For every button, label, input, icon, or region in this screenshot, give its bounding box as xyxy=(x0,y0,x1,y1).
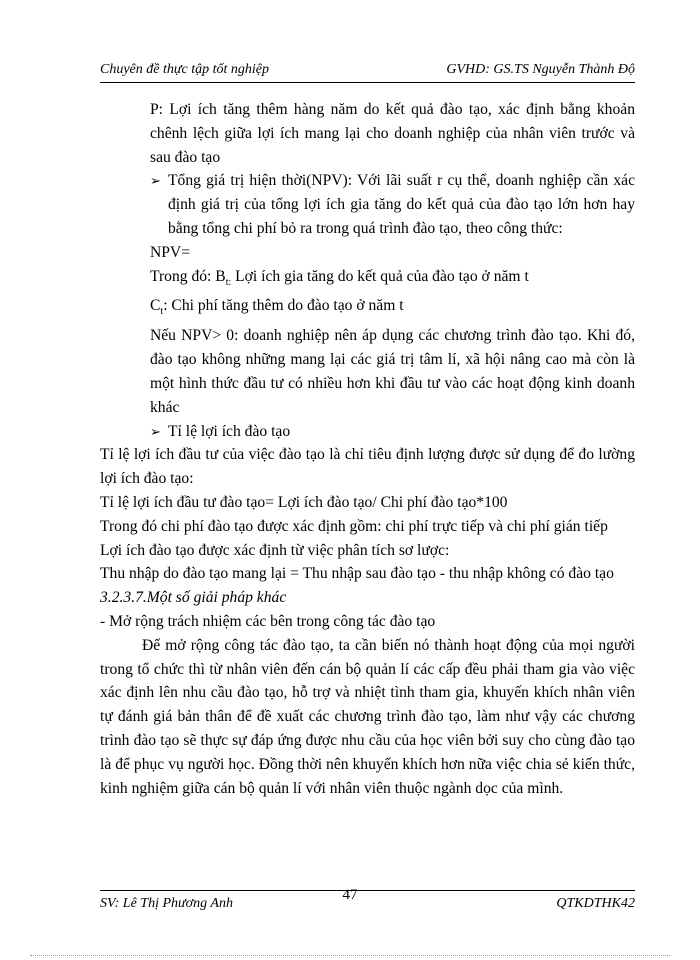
paragraph-p-definition: P: Lợi ích tăng thêm hàng năm do kết quả đào tạo, xác định bằng khoản chênh lệch giữa lợi ích mang lại cho doanh nghiệp của nhân viên trước và sau đào tạo xyxy=(150,101,635,166)
where-b-prefix: Trong đó: B xyxy=(150,267,226,285)
header-left: Chuyên đề thực tập tốt nghiệp xyxy=(100,62,269,77)
bullet-npv-text: Tổng giá trị hiện thời(NPV): Với lãi suất r cụ thể, doanh nghiệp cần xác định giá trị của tổng lợi ích gia tăng do kết quả của đào tạo lớn hơn hay bằng tổng chi phí bỏ ra trong quá trình đào tạo, theo công thức: xyxy=(168,172,635,237)
page-bottom-divider xyxy=(30,955,670,956)
dash-item: - Mở rộng trách nhiệm các bên trong công tác đào tạo xyxy=(100,612,436,630)
where-b-text: Lợi ích gia tăng do kết quả của đào tạo ở năm t xyxy=(231,267,529,285)
page-header xyxy=(100,62,635,78)
document-body xyxy=(100,98,635,800)
bullet-ratio-text: Tỉ lệ lợi ích đào tạo xyxy=(168,422,291,440)
bullet-ratio xyxy=(100,420,635,444)
header-rule xyxy=(100,82,635,83)
section-heading: 3.2.3.7.Một số giải pháp khác xyxy=(100,589,287,607)
arrow-bullet-icon: ➢ xyxy=(150,173,161,189)
where-c xyxy=(100,294,635,324)
paragraph-benefit: Lợi ích đào tạo được xác định từ việc phân tích sơ lược: xyxy=(100,541,450,559)
footer-left: SV: Lê Thị Phương Anh xyxy=(100,896,233,911)
paragraph-income: Thu nhập do đào tạo mang lại = Thu nhập sau đào tạo - thu nhập không có đào tạo xyxy=(100,565,614,583)
paragraph-expand: Để mở rộng công tác đào tạo, ta cần biến nó thành hoạt động của mọi người trong tổ chức thì từ nhân viên đến cán bộ quản lí các cấp đều phải tham gia vào việc xác định lên nhu cầu đào tạo, hỗ trợ và nhiệt tình tham gia, khuyến khích nhân viên tự đánh giá bản thân để đề xuất các chương trình đào tạo, làm như vậy các chương trình đào tạo sẽ thực sự đáp ứng được nhu cầu của học viên bởi suy cho cùng đào tạo là để phục vụ người học. Đồng thời nên khuyến khích hơn nữa việc chia sẻ kiến thức, kinh nghiệm giữa cán bộ quản lí với nhân viên thuộc ngành dọc của mình. xyxy=(100,636,635,797)
paragraph-npv-condition: Nếu NPV> 0: doanh nghiệp nên áp dụng các chương trình đào tạo. Khi đó, đào tạo không những mang lại các giá trị tâm lí, xã hội nâng cao mà còn là một hình thức đầu tư có nhiều hơn khi đầu tư vào các hoạt động kinh doanh khác xyxy=(150,327,635,416)
paragraph-cost: Trong đó chi phí đào tạo được xác định gồm: chi phí trực tiếp và chi phí gián tiếp xyxy=(100,517,608,535)
npv-formula: NPV= xyxy=(150,243,190,261)
where-c-text: : Chi phí tăng thêm do đào tạo ở năm t xyxy=(163,297,404,315)
paragraph-ratio: Tỉ lệ lợi ích đầu tư của việc đào tạo là chỉ tiêu định lượng được sử dụng để đo lường lợi ích đào tạo: xyxy=(100,446,635,488)
where-c-prefix: C xyxy=(150,297,161,315)
header-right: GVHD: GS.TS Nguyễn Thành Độ xyxy=(446,62,635,77)
where-c-sub: t xyxy=(160,306,164,318)
bullet-npv xyxy=(100,169,635,240)
arrow-bullet-icon: ➢ xyxy=(150,423,161,439)
footer-right: QTKDTHK42 xyxy=(556,896,635,911)
paragraph-formula: Tỉ lệ lợi ích đầu tư đào tạo= Lợi ích đào tạo/ Chi phí đào tạo*100 xyxy=(100,493,508,511)
where-b xyxy=(100,265,635,295)
where-b-sub: t: xyxy=(225,276,232,288)
page-number: 47 xyxy=(342,887,358,903)
